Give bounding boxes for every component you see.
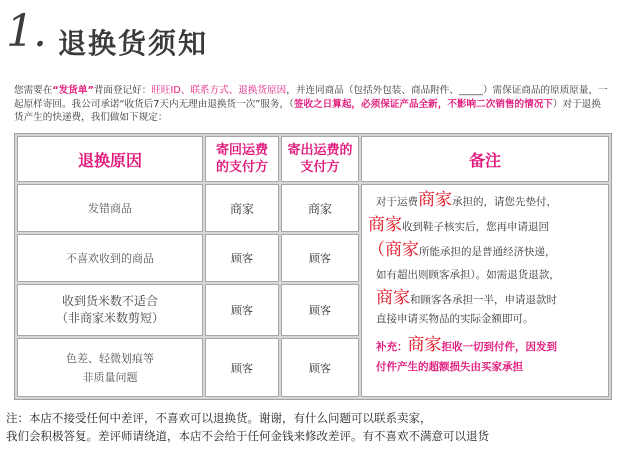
header-remark (361, 136, 609, 182)
remark-segment: 收到鞋子核实后，您再申请退回 (402, 221, 549, 233)
remark-segment: 所能承担的是普通经济快递， (419, 246, 556, 258)
row-send-fee (281, 338, 359, 397)
row-send-fee (281, 284, 359, 336)
row-send-fee-text: 顾客 (309, 304, 331, 317)
remark-line (368, 214, 608, 239)
header-remark-label: 备注 (468, 150, 501, 170)
remark-segment: 和顾客各承担一半，申请退款时 (410, 294, 557, 306)
notice-paragraph (14, 84, 609, 125)
row-send-fee (281, 184, 359, 232)
header-reason (17, 136, 203, 182)
row-return-fee-text: 顾客 (231, 252, 253, 265)
remark-segment: 对于运费 (376, 196, 418, 208)
remark-supplement: 拒收一切到付件，因发到 (441, 341, 557, 353)
notice-highlight: 旺旺ID、联系方式、退换货原因 (151, 85, 287, 96)
row-send-fee-text: 顾客 (309, 361, 331, 375)
page-title: 退换货须知 (58, 27, 209, 60)
notice-text: ）需保证商品的原质原量，一起原样寄回。我公司承诺“收货后7天内无理由退换货一次”服务，（ (14, 85, 608, 110)
remark-merchant: 商家 (407, 335, 442, 355)
header-return-fee-label: 寄回运费的支付方 (215, 143, 268, 175)
row-send-fee-text: 商家 (307, 201, 332, 216)
notice-highlight: “发货单” (52, 85, 94, 96)
remark-text (368, 189, 608, 375)
row-reason (17, 184, 203, 232)
remark-merchant: 商家 (376, 288, 410, 308)
notice-highlight: 签收之日算起，必须保证产品全新，不影响二次销售的情况下 (293, 98, 553, 110)
row-reason (17, 234, 203, 282)
remark-merchant: 商家 (385, 240, 419, 260)
notice-blank: _____ (458, 85, 483, 96)
row-return-fee-text: 商家 (229, 201, 254, 216)
remark-merchant: （ (368, 240, 385, 260)
header-send-fee-label: 寄出运费的支付方 (287, 143, 353, 175)
remark-line (376, 312, 608, 326)
remark-segment: 直接申请买物品的实际金额即可。 (376, 313, 534, 325)
return-policy-table (14, 133, 612, 400)
remark-supplement-label: 补充： (376, 341, 408, 353)
footer-line: 注：本店不接受任何中差评，不喜欢可以退换货。谢谢，有什么问题可以联系卖家， (6, 411, 432, 425)
remark-line (368, 239, 608, 264)
row-return-fee-text: 顾客 (231, 304, 253, 317)
remark-line (376, 189, 608, 214)
header-return-fee (205, 136, 279, 182)
row-reason-text: 发错商品 (88, 202, 132, 215)
remark-cell (361, 184, 609, 397)
row-reason-text: 色差、轻微划痕等 非质量问题 (66, 351, 154, 384)
row-return-fee (205, 234, 279, 282)
remark-line (376, 359, 608, 375)
remark-segment: 如有超出则顾客承担）。如需退货退款， (376, 269, 560, 281)
row-send-fee-text: 顾客 (309, 252, 331, 265)
notice-text: 您需要在 (14, 85, 53, 96)
remark-merchant: 商家 (368, 215, 402, 235)
row-return-fee (205, 184, 279, 232)
remark-line (376, 334, 608, 359)
remark-line (376, 264, 608, 287)
row-reason (17, 338, 203, 397)
row-return-fee (205, 284, 279, 336)
remark-line (376, 287, 608, 312)
footer-note (6, 409, 618, 445)
notice-text: ）对于退换货产生的快递费，我们做如下规定： (14, 98, 601, 123)
row-return-fee (205, 338, 279, 397)
remark-merchant: 商家 (418, 190, 452, 210)
header-send-fee (281, 136, 359, 182)
row-reason-text: 收到货米数不适合 （非商家米数剪短） (55, 294, 164, 325)
row-return-fee-text: 顾客 (231, 361, 253, 375)
row-send-fee (281, 234, 359, 282)
remark-supplement: 付件产生的超额损失由买家承担 (376, 361, 523, 373)
footer-line: 我们会积极答复。差评师请绕道，本店不会给于任何金钱来修改差评。有不喜欢不满意可以退货 (6, 429, 489, 443)
notice-text: ，并连同商品（包括外包装、商品附件、 (286, 85, 459, 96)
row-reason (17, 284, 203, 336)
section-number: 1. (6, 6, 46, 57)
remark-segment: 承担的，请您先垫付， (452, 196, 557, 208)
notice-text: 背面登记好： (93, 85, 152, 96)
header-reason-label: 退换原因 (77, 150, 142, 170)
row-reason-text: 不喜欢收到的商品 (66, 252, 154, 265)
